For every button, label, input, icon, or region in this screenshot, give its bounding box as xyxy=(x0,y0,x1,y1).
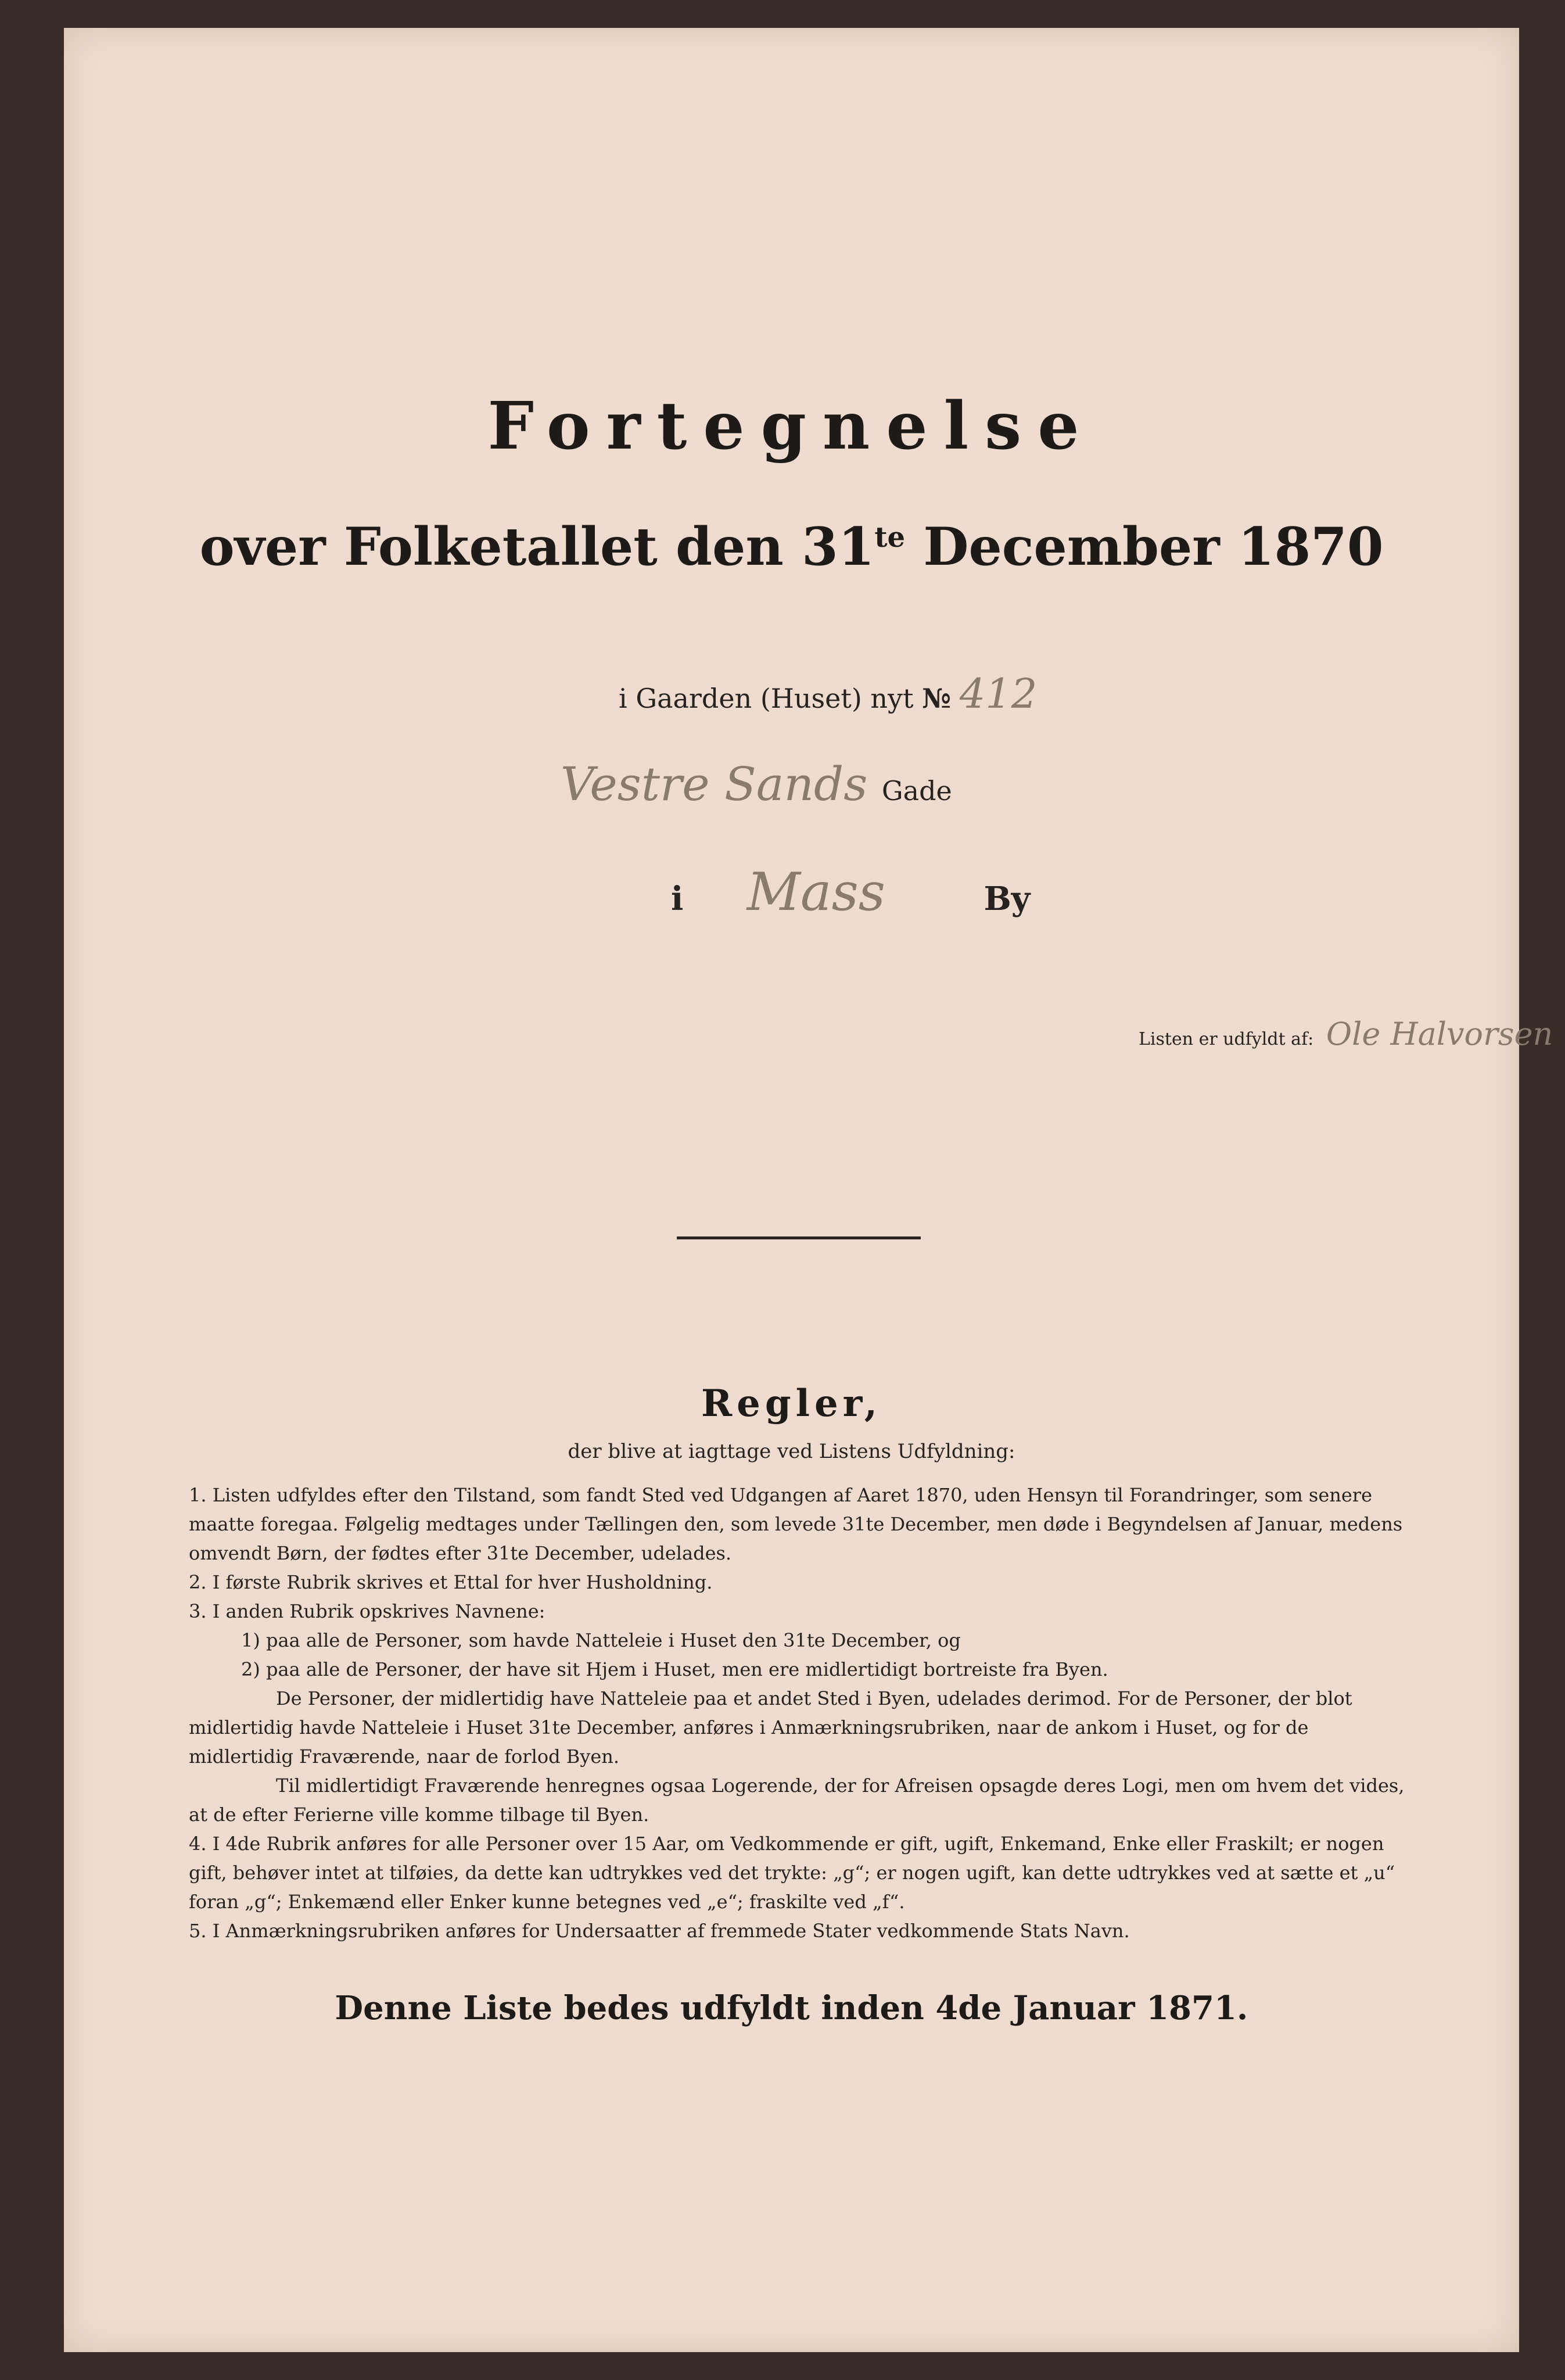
town-value: Mass xyxy=(746,862,885,923)
rule-3-note-2: Til midlertidigt Fraværende henregnes ogsaa Logerende, der for Afreisen opsagde deres Logi, men om hvem det vides, at de efter Ferierne ville komme tilbage til Byen. xyxy=(189,1775,1405,1826)
rules-subheading: der blive at iagttage ved Listens Udfyldning: xyxy=(568,1440,1015,1463)
filled-by-signature: Ole Halvorsen xyxy=(1326,1016,1553,1052)
street-label: Gade xyxy=(881,775,952,807)
subtitle-post: December 1870 xyxy=(905,516,1384,578)
rule-1: 1. Listen udfyldes efter den Tilstand, som fandt Sted ved Udgangen af Aaret 1870, uden Hensyn til Forandringer, som senere maatte foregaa. Følgelig medtages under Tællingen den, som levede 31te December, men døde i Begyndelsen af Januar, medens omvendt Børn, der fødtes efter 31te December, udelades. xyxy=(189,1484,1403,1564)
filled-by-line xyxy=(1139,1016,1553,1052)
census-form-page xyxy=(64,28,1553,2352)
subtitle-pre: over Folketallet den 31 xyxy=(199,516,875,578)
town-pre: i xyxy=(671,880,684,918)
rules-heading: Regler, xyxy=(701,1382,882,1425)
form-title: Fortegnelse xyxy=(487,388,1096,464)
filled-by-label: Listen er udfyldt af: xyxy=(1139,1029,1314,1049)
town-post: By xyxy=(983,880,1031,918)
separator-rule xyxy=(677,1236,921,1239)
street-value: Vestre Sands xyxy=(561,757,868,811)
rule-3-sub-2: 2) paa alle de Personer, der have sit Hjem i Huset, men ere midlertidigt bortreiste fra Byen. xyxy=(241,1658,1108,1680)
house-label: i Gaarden (Huset) nyt xyxy=(619,683,914,714)
rule-3-note-1: De Personer, der midlertidig have Natteleie paa et andet Sted i Byen, udelades derimod. For de Personer, der blot midlertidig havde Natteleie i Huset 31te December, anføres i Anmærkningsrubriken, naar de ankom i Huset, og for de midlertidig Fraværende, naar de forlod Byen. xyxy=(189,1687,1352,1768)
deadline-footer: Denne Liste bedes udfyldt inden 4de Januar 1871. xyxy=(335,1989,1248,2027)
subtitle-sup: te xyxy=(874,521,906,554)
rule-5: 5. I Anmærkningsrubriken anføres for Undersaatter af fremmede Stater vedkommende Stats Navn. xyxy=(189,1920,1130,1942)
rule-4: 4. I 4de Rubrik anføres for alle Personer over 15 Aar, om Vedkommende er gift, ugift, Enkemand, Enke eller Fraskilt; er nogen gift, behøver intet at tilføies, da dette kan udtrykkes ved det trykte: „g“; er nogen ugift, kan dette udtrykkes ved at sætte et „u“ foran „g“; Enkemænd eller Enker kunne betegnes ved „e“; fraskilte ved „f“. xyxy=(189,1833,1395,1913)
house-number-value: 412 xyxy=(959,670,1038,718)
street-line xyxy=(561,757,952,811)
house-number-line xyxy=(619,670,1037,718)
town-line xyxy=(671,862,1030,923)
rules-list xyxy=(189,1481,1415,1945)
rule-2: 2. I første Rubrik skrives et Ettal for hver Husholdning. xyxy=(189,1571,713,1593)
house-no-label: № xyxy=(922,683,952,714)
rule-3: 3. I anden Rubrik opskrives Navnene: xyxy=(189,1600,545,1622)
rule-3-sub-1: 1) paa alle de Personer, som havde Natteleie i Huset den 31te December, og xyxy=(241,1629,961,1651)
form-subtitle xyxy=(64,516,1519,578)
